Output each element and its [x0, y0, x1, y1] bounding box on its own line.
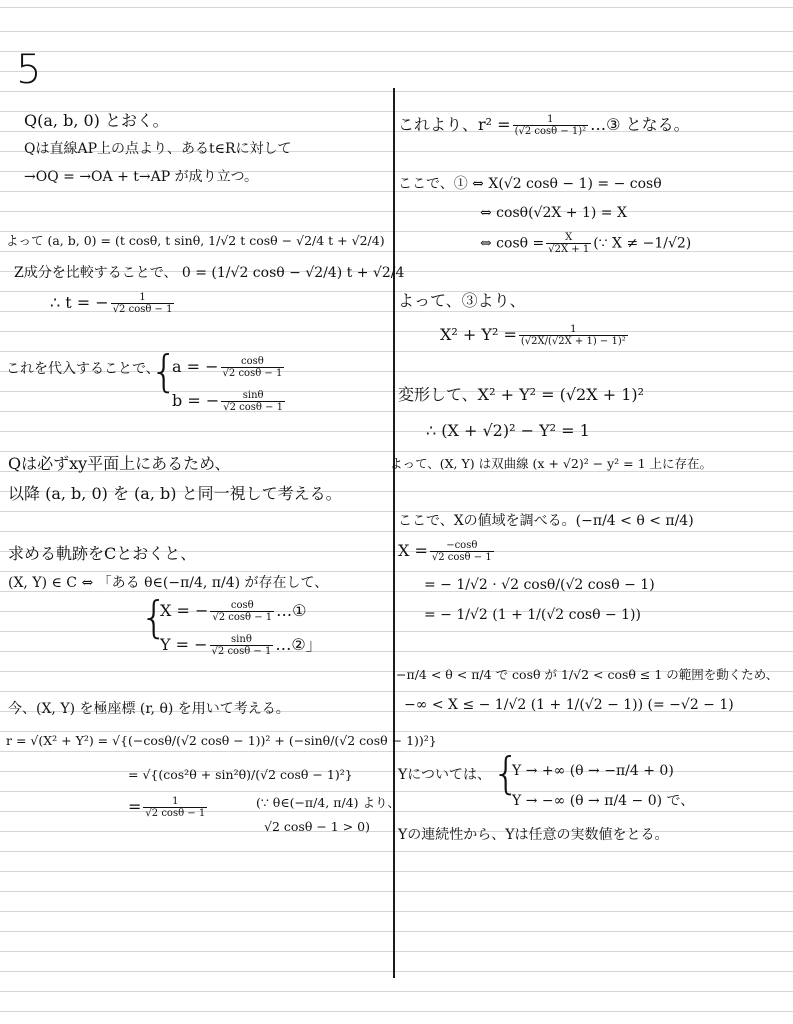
line-locus-c: 求める軌跡をCとおくと、 [8, 544, 197, 563]
ss-fraction [519, 324, 628, 347]
eq2-tag: …②」 [275, 635, 322, 654]
r-fraction [143, 796, 207, 819]
t-prefix: ∴ t = − [50, 293, 109, 312]
line-r-squared [398, 114, 690, 137]
line-q-on-ap: Qは直線AP上の点より、あるt∈Rに対して [24, 141, 292, 157]
eq1-denominator: √2 cosθ − 1 [212, 612, 273, 623]
line-hyperbola-eq: ∴ (X + √2)² − Y² = 1 [426, 421, 590, 440]
line-b-value [172, 390, 287, 413]
problem-number: 5 [16, 47, 42, 93]
line-transform: 変形して、X² + Y² = (√2X + 1)² [398, 385, 645, 404]
ss-denominator: (√2X/(√2X + 1) − 1)² [520, 336, 626, 347]
line-substitute: これを代入することで、 [6, 361, 160, 377]
a-numerator: cosθ [241, 356, 264, 367]
line-vector-eq: →OQ = →OA + t→AP が成り立つ。 [24, 169, 259, 185]
b-prefix: b = − [172, 391, 220, 410]
line-reason-2: √2 cosθ − 1 > 0) [264, 819, 370, 834]
line-x-expr [398, 540, 496, 563]
line-sum-squares [440, 324, 630, 347]
line-define-q: Q(a, b, 0) とおく。 [24, 111, 169, 130]
line-eq2 [160, 634, 322, 657]
line-y-intro: Yについては、 [398, 767, 491, 783]
eq1-numerator: cosθ [230, 600, 254, 611]
eq2-denominator: √2 cosθ − 1 [211, 646, 272, 657]
line-condition: (X, Y) ∈ C ⇔ 「ある θ∈(−π/4, π/4) が存在して、 [8, 575, 329, 591]
b-numerator: sinθ [242, 390, 264, 401]
cos-reason: (∵ X ≠ −1/√2) [593, 235, 692, 252]
ss-prefix: X² + Y² = [440, 325, 517, 344]
r-denominator: √2 cosθ − 1 [145, 808, 206, 819]
cos-fraction [546, 232, 591, 255]
cos-denominator: √2X + 1 [548, 244, 590, 255]
r2-numerator: 1 [547, 114, 554, 125]
x-numerator: −cosθ [446, 540, 478, 551]
line-z-compare: Z成分を比較することで、 0 = (1/√2 cosθ − √2/4) t + √2/4 [14, 265, 405, 281]
line-cos-range: −π/4 < θ < π/4 で cosθ が 1/√2 < cosθ ≤ 1 の範囲を動くため、 [396, 667, 779, 682]
line-x-step2: = − 1/√2 (1 + 1/(√2 cosθ − 1)) [424, 607, 641, 623]
a-denominator: √2 cosθ − 1 [222, 368, 283, 379]
line-from-3: よって、③より、 [398, 291, 526, 310]
a-prefix: a = − [172, 357, 219, 376]
line-r-simplify: = √{(cos²θ + sin²θ)/(√2 cosθ − 1)²} [128, 767, 353, 782]
line-r-expr: r = √(X² + Y²) = √{(−cosθ/(√2 cosθ − 1))² + (−sinθ/(√2 cosθ − 1))²} [6, 733, 437, 748]
line-coordinates: よって (a, b, 0) = (t cosθ, t sinθ, 1/√2 t cosθ − √2/4 t + √2/4) [6, 233, 385, 248]
cos-prefix: ⇔ cosθ = [480, 235, 545, 252]
r2-fraction [513, 114, 589, 137]
line-eq1-transform: ここで、① ⇔ X(√2 cosθ − 1) = − cosθ [398, 176, 662, 192]
brace-ab: { [150, 346, 178, 397]
eq2-fraction [210, 634, 274, 657]
line-y-continuity: Yの連続性から、Yは任意の実数値をとる。 [398, 827, 669, 843]
eq1-tag: …① [276, 601, 307, 620]
r2-denominator: (√2 cosθ − 1)² [514, 126, 587, 137]
line-cos-form: ⇔ cosθ(√2X + 1) = X [480, 205, 627, 221]
b-fraction [221, 390, 285, 413]
brace-xy: { [140, 592, 168, 643]
line-eq1 [160, 600, 307, 623]
eq1-prefix: X = − [160, 601, 209, 620]
r2-suffix: …③ となる。 [590, 115, 690, 134]
line-r-result [128, 796, 209, 819]
line-reason-1: (∵ θ∈(−π/4, π/4) より、 [256, 795, 400, 810]
b-denominator: √2 cosθ − 1 [223, 402, 284, 413]
line-xy-plane: Qは必ずxy平面上にあるため、 [8, 454, 231, 473]
x-denominator: √2 cosθ − 1 [431, 552, 492, 563]
line-t-value [50, 292, 176, 315]
x-prefix: X = [398, 541, 428, 560]
brace-y-limits: { [492, 748, 520, 799]
eq2-numerator: sinθ [231, 634, 252, 645]
line-a-value [172, 356, 286, 379]
line-hyperbola: よって、(X, Y) は双曲線 (x + √2)² − y² = 1 上に存在。 [390, 456, 713, 471]
t-fraction [111, 292, 175, 315]
line-identify: 以降 (a, b, 0) を (a, b) と同一視して考える。 [8, 484, 342, 503]
line-cos-value [480, 232, 691, 255]
eq1-fraction [210, 600, 274, 623]
r-equals: = [128, 797, 142, 816]
t-numerator: 1 [139, 292, 146, 303]
x-fraction [430, 540, 494, 563]
line-x-step1: = − 1/√2 · √2 cosθ/(√2 cosθ − 1) [424, 577, 655, 593]
column-divider [393, 88, 395, 978]
ss-numerator: 1 [570, 324, 577, 335]
line-y-minus-inf: Y → −∞ (θ → π/4 − 0) で、 [512, 793, 695, 809]
a-fraction [221, 356, 285, 379]
t-denominator: √2 cosθ − 1 [112, 304, 173, 315]
eq2-prefix: Y = − [160, 635, 208, 654]
line-x-range-intro: ここで、Xの値域を調べる。(−π/4 < θ < π/4) [398, 513, 694, 529]
line-y-plus-inf: Y → +∞ (θ → −π/4 + 0) [512, 763, 674, 779]
r2-prefix: これより、r² = [398, 115, 511, 134]
r-numerator: 1 [172, 796, 179, 807]
line-polar: 今、(X, Y) を極座標 (r, θ) を用いて考える。 [8, 701, 290, 717]
cos-numerator: X [565, 232, 573, 243]
line-x-range: −∞ < X ≤ − 1/√2 (1 + 1/(√2 − 1)) (= −√2 − 1) [404, 697, 734, 713]
